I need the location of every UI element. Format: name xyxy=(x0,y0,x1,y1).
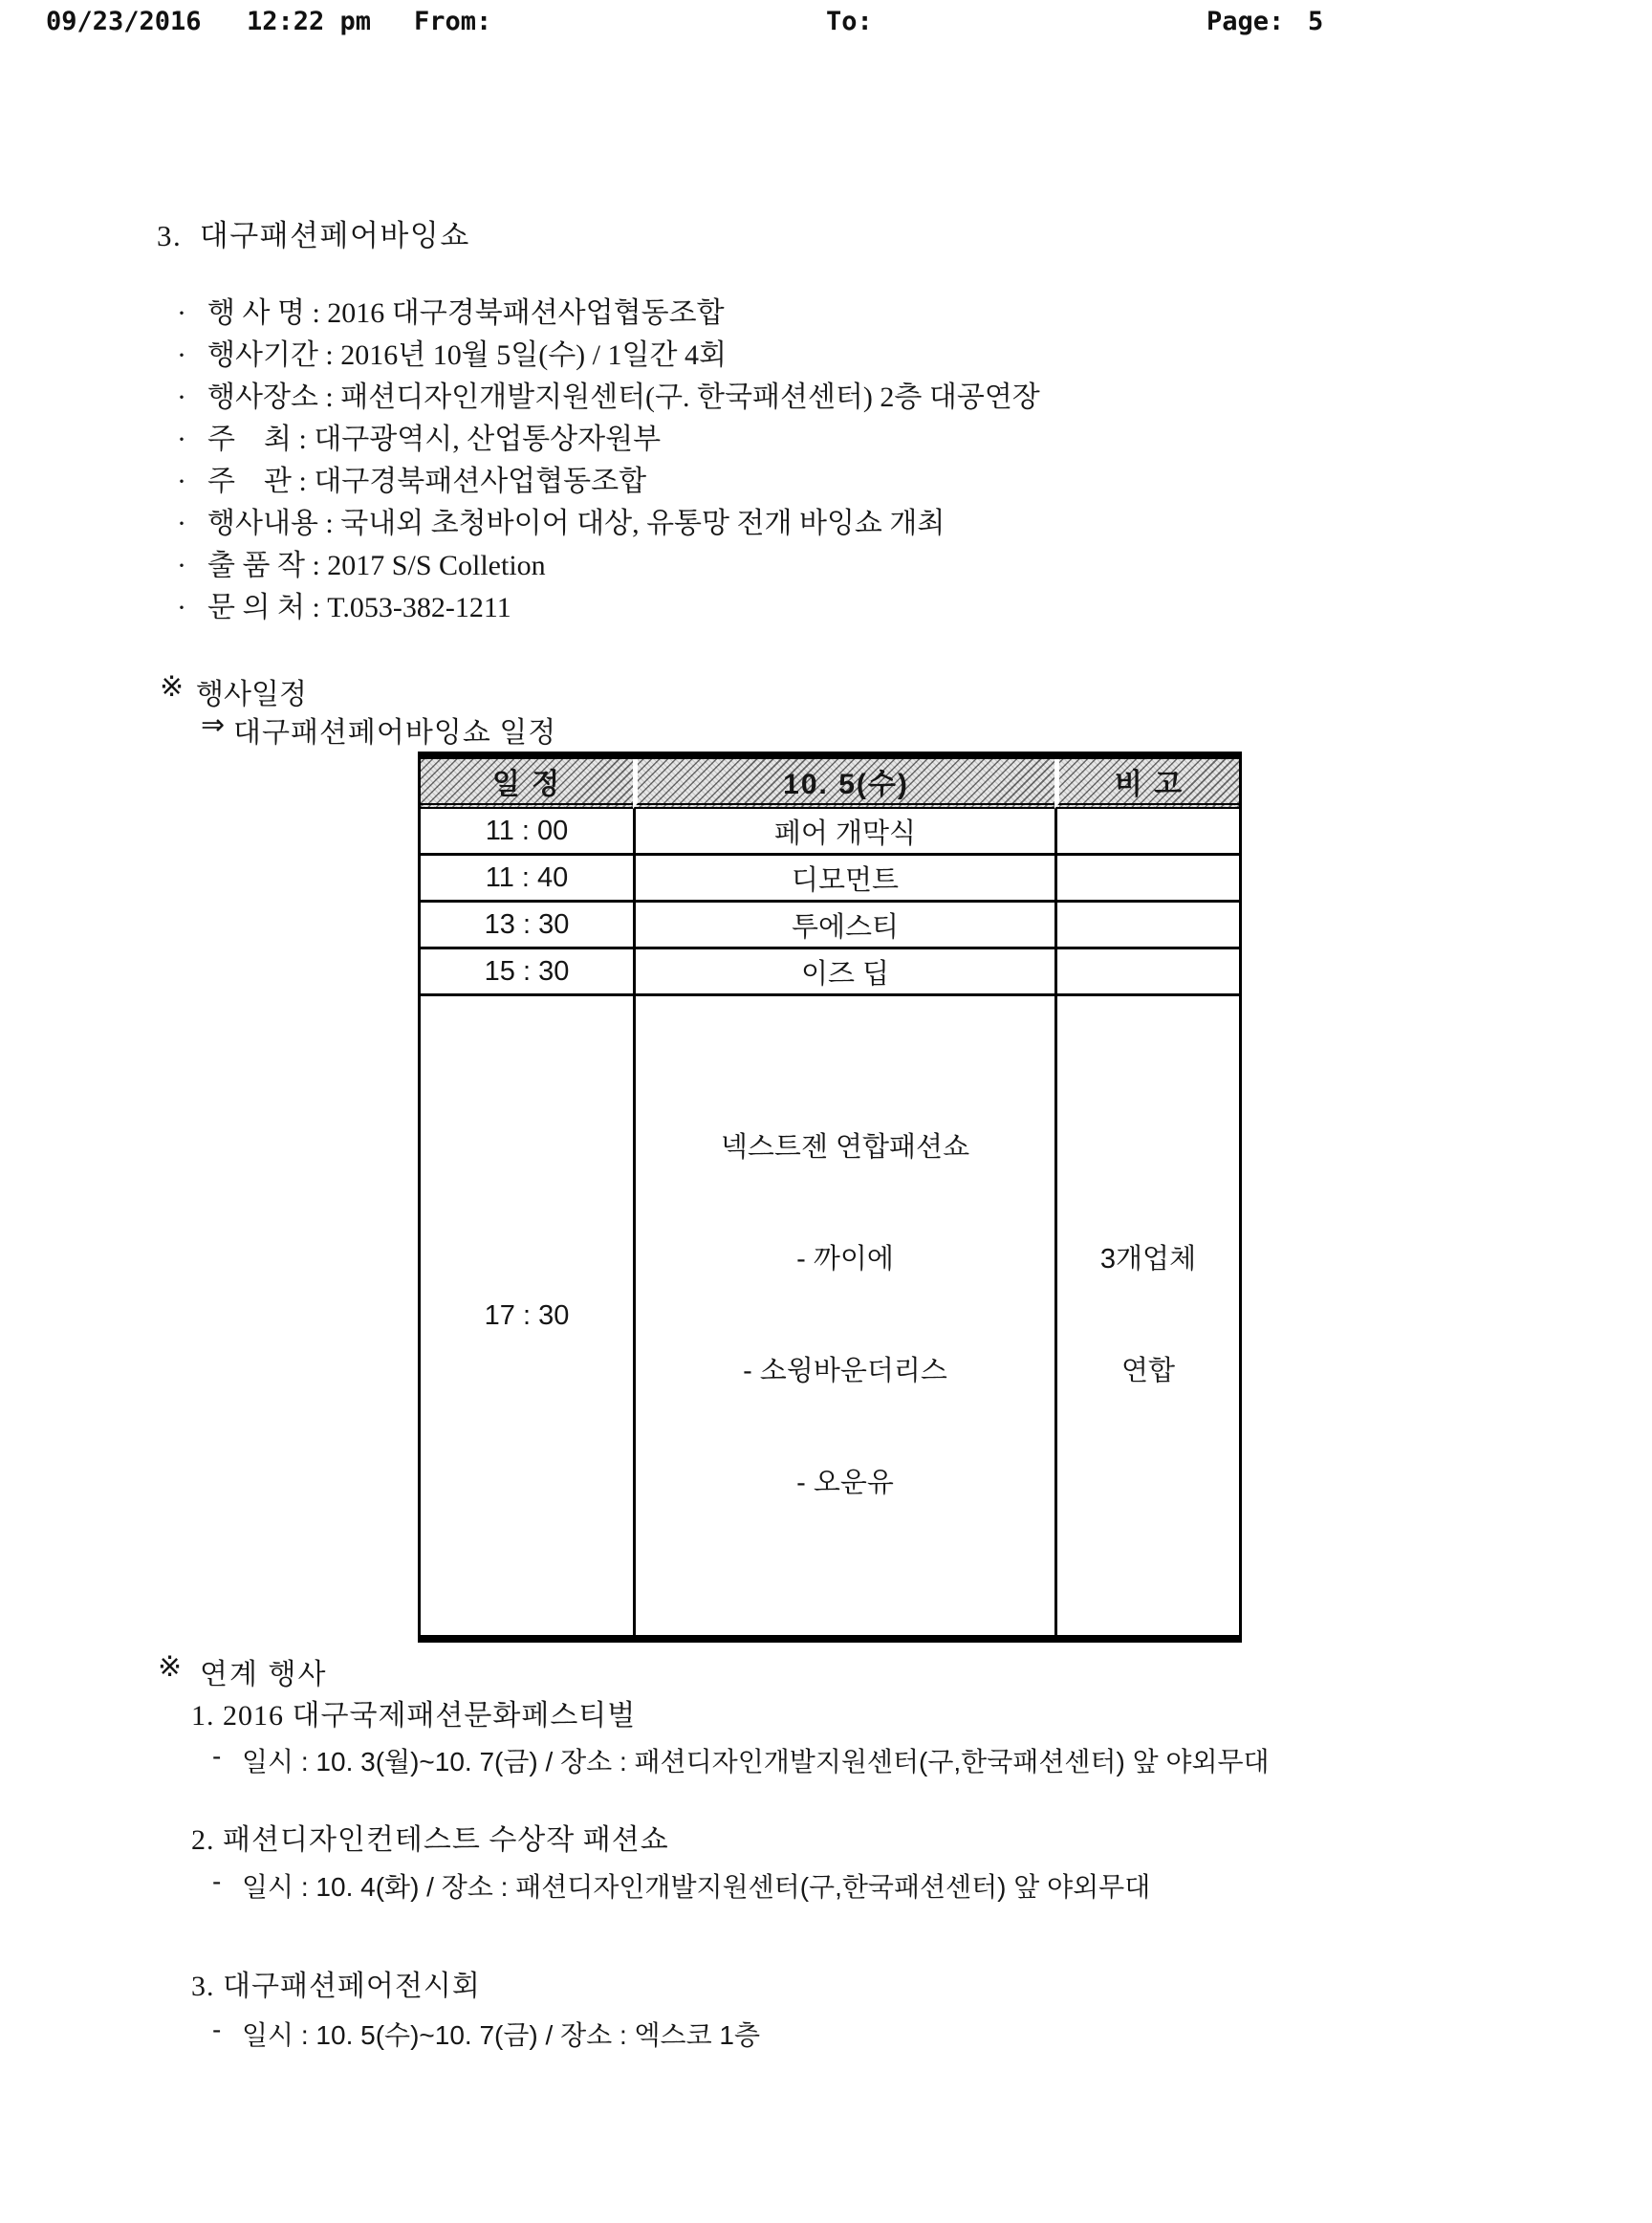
dash-icon: - xyxy=(212,1741,222,1771)
event-line: 넥스트젠 연합패션쇼 xyxy=(720,1132,970,1163)
related-item-2-detail xyxy=(212,1866,1150,1905)
cell-event: 투에스티 xyxy=(633,903,1054,949)
detail-value: 2016년 10월 5일(수) / 1일간 4회 xyxy=(340,339,727,371)
fax-page-number: 5 xyxy=(1308,7,1324,36)
detail-line-event-period xyxy=(177,335,1040,377)
cell-time: 11 : 40 xyxy=(421,856,633,903)
detail-line-contact xyxy=(177,587,1040,629)
column-header-time: 일 정 xyxy=(421,759,633,809)
detail-label: 행사기간 xyxy=(207,339,318,371)
cell-event: 페어 개막식 xyxy=(633,809,1054,856)
cell-remark xyxy=(1054,856,1239,903)
related-detail-text: 일시 : 10. 3(월)~10. 7(금) / 장소 : 패션디자인개발지원센터(구,한국패션센터) 앞 야외무대 xyxy=(242,1747,1270,1776)
detail-line-exhibits xyxy=(177,545,1040,587)
detail-label: 출 품 작 xyxy=(207,550,305,581)
fax-page-label: Page: xyxy=(1206,7,1285,36)
detail-value: 국내외 초청바이어 대상, 유통망 전개 바잉쇼 개최 xyxy=(340,508,946,539)
detail-value: 대구광역시, 산업통상자원부 xyxy=(314,424,662,455)
related-heading-text: 연계 행사 xyxy=(200,1659,328,1690)
fax-from-label: From: xyxy=(414,7,492,36)
detail-label: 행사내용 xyxy=(207,508,318,539)
dash-icon: - xyxy=(212,1866,222,1896)
detail-line-event-content xyxy=(177,503,1040,545)
column-header-event: 10. 5(수) xyxy=(633,759,1054,809)
cell-time: 13 : 30 xyxy=(421,903,633,949)
schedule-table-header-row xyxy=(421,759,1239,809)
related-detail-text: 일시 : 10. 4(화) / 장소 : 패션디자인개발지원센터(구,한국패션센터) 앞 야외무대 xyxy=(242,1872,1151,1902)
cell-event: 디모먼트 xyxy=(633,856,1054,903)
detail-separator: : xyxy=(317,381,341,413)
bullet-icon: · xyxy=(177,466,186,497)
table-row xyxy=(421,949,1239,996)
schedule-heading xyxy=(160,670,307,712)
bullet-icon: · xyxy=(177,339,186,371)
cell-remark xyxy=(1054,809,1239,856)
reference-mark-icon: ※ xyxy=(160,671,185,703)
detail-separator: : xyxy=(304,550,328,581)
related-item-3-title: 3. 대구패션페어전시회 xyxy=(191,1971,481,2002)
remark-line: 3개업체 xyxy=(1099,1244,1197,1275)
table-row xyxy=(421,903,1239,949)
cell-time: 15 : 30 xyxy=(421,949,633,996)
detail-line-event-venue xyxy=(177,377,1040,419)
detail-label: 주 최 xyxy=(207,424,292,455)
cell-time: 11 : 00 xyxy=(421,809,633,856)
detail-label: 행사장소 xyxy=(207,381,318,413)
fax-time: 12:22 pm xyxy=(247,7,372,36)
related-item-1-title: 1. 2016 대구국제패션문화페스티벌 xyxy=(191,1700,637,1732)
related-events-heading xyxy=(158,1650,327,1692)
fax-date: 09/23/2016 xyxy=(46,7,202,36)
bullet-icon: · xyxy=(177,381,186,413)
related-detail-text: 일시 : 10. 5(수)~10. 7(금) / 장소 : 엑스코 1층 xyxy=(242,2020,761,2050)
column-header-remark: 비 고 xyxy=(1054,759,1239,809)
bullet-icon: · xyxy=(177,424,186,455)
cell-remark xyxy=(1054,996,1239,1635)
detail-separator: : xyxy=(317,339,341,371)
event-line: - 오운유 xyxy=(796,1468,894,1498)
remark-lines xyxy=(1058,1172,1238,1459)
event-line: - 소윙바운더리스 xyxy=(743,1356,947,1386)
detail-line-organizer xyxy=(177,461,1040,503)
cell-remark xyxy=(1054,903,1239,949)
event-line: - 까이에 xyxy=(796,1244,894,1275)
detail-value: 대구경북패션사업협동조합 xyxy=(314,466,647,497)
bullet-icon: · xyxy=(177,592,186,623)
cell-time: 17 : 30 xyxy=(484,1299,570,1331)
table-row-joint-fashion-show xyxy=(421,996,1239,1635)
detail-label: 문 의 처 xyxy=(207,592,305,623)
detail-value: 2017 S/S Colletion xyxy=(327,550,546,581)
cell-remark xyxy=(1054,949,1239,996)
remark-line: 연합 xyxy=(1120,1356,1176,1386)
detail-label: 행 사 명 xyxy=(207,297,305,329)
detail-separator: : xyxy=(291,424,315,455)
schedule-table xyxy=(418,752,1242,1643)
detail-value: 2016 대구경북패션사업협동조합 xyxy=(327,297,725,329)
detail-separator: : xyxy=(304,592,328,623)
dash-icon: - xyxy=(212,2015,222,2044)
reference-mark-icon: ※ xyxy=(158,1651,185,1683)
detail-line-host xyxy=(177,419,1040,461)
detail-separator: : xyxy=(304,297,328,329)
detail-label: 주 관 xyxy=(207,466,292,497)
related-item-1-detail xyxy=(212,1741,1270,1779)
double-arrow-icon: ⇒ xyxy=(201,709,227,741)
schedule-subheading xyxy=(201,708,556,751)
table-row xyxy=(421,809,1239,856)
related-item-2-title: 2. 패션디자인컨테스트 수상작 패션쇼 xyxy=(191,1824,669,1856)
related-item-3-detail xyxy=(212,2015,760,2053)
detail-value: T.053-382-1211 xyxy=(327,592,511,623)
schedule-subheading-text: 대구패션페어바잉쇼 일정 xyxy=(233,717,557,749)
event-lines xyxy=(637,1060,1054,1571)
fax-to-label: To: xyxy=(826,7,873,36)
cell-event: 이즈 딥 xyxy=(633,949,1054,996)
cell-event xyxy=(633,996,1054,1635)
bullet-icon: · xyxy=(177,508,186,539)
detail-line-event-name xyxy=(177,293,1040,335)
schedule-heading-text: 행사일정 xyxy=(196,679,307,710)
event-detail-list xyxy=(177,293,1040,629)
bullet-icon: · xyxy=(177,550,186,581)
detail-separator: : xyxy=(317,508,341,539)
table-row xyxy=(421,856,1239,903)
detail-separator: : xyxy=(291,466,315,497)
section-title: 3. 대구패션페어바잉쇼 xyxy=(157,219,470,252)
detail-value: 패션디자인개발지원센터(구. 한국패션센터) 2층 대공연장 xyxy=(340,381,1040,413)
bullet-icon: · xyxy=(177,297,186,329)
